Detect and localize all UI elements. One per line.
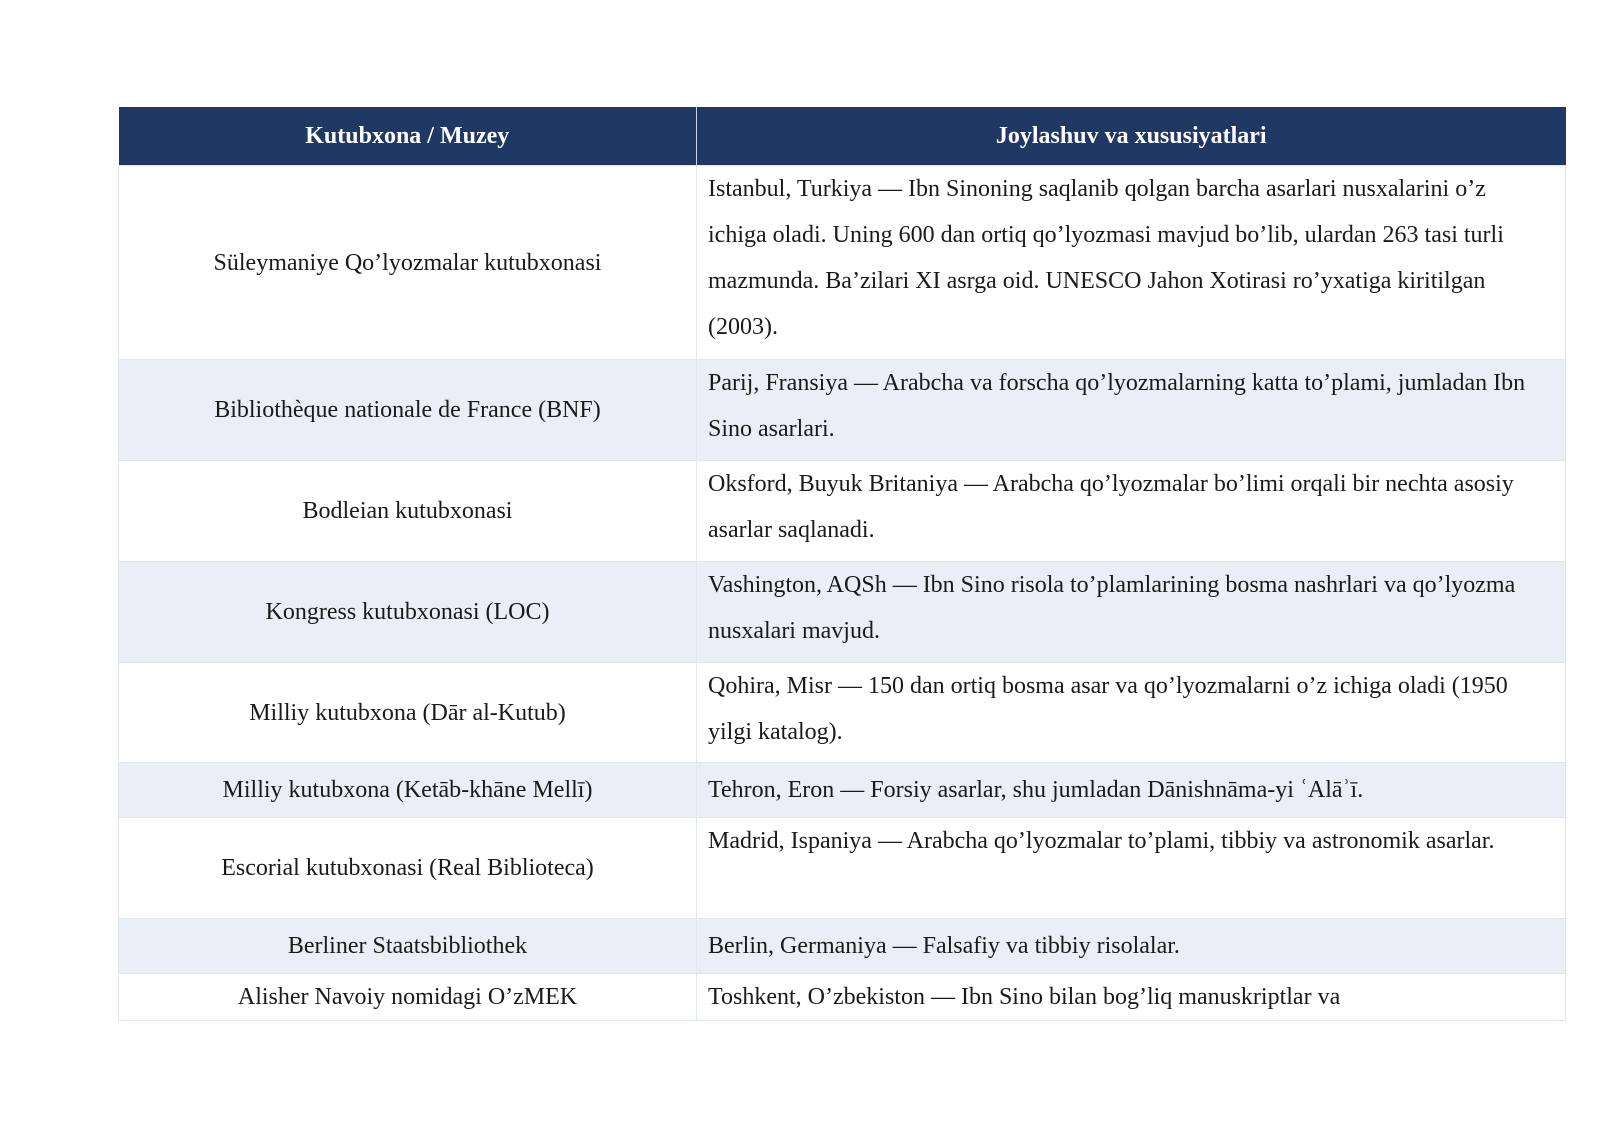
table-row — [119, 663, 1566, 763]
library-name-cell: Kongress kutubxonasi (LOC) — [119, 562, 697, 663]
library-description-cell: Berlin, Germaniya — Falsafiy va tibbiy risolalar. — [697, 919, 1566, 974]
library-description-cell: Istanbul, Turkiya — Ibn Sinoning saqlanib qolgan barcha asarlari nusxalarini o’z ichiga oladi. Uning 600 dan ortiq qo’lyozmasi mavjud bo’lib, ulardan 263 tasi turli mazmunda. Ba’zilari XI asrga oid. UNESCO Jahon Xotirasi ro’yxatiga kiritilgan (2003). — [697, 166, 1566, 360]
library-name-cell: Berliner Staatsbibliothek — [119, 919, 697, 974]
column-header-location: Joylashuv va xususiyatlari — [697, 107, 1566, 166]
table-row — [119, 763, 1566, 818]
library-description-cell: Oksford, Buyuk Britaniya — Arabcha qo’lyozmalar bo’limi orqali bir nechta asosiy asarlar saqlanadi. — [697, 461, 1566, 562]
table-row — [119, 360, 1566, 461]
table-row — [119, 562, 1566, 663]
table-row — [119, 974, 1566, 1021]
library-name-cell: Bodleian kutubxonasi — [119, 461, 697, 562]
table-row — [119, 166, 1566, 360]
library-description-cell: Tehron, Eron — Forsiy asarlar, shu jumladan Dānishnāma-yi ʿAlāʾī. — [697, 763, 1566, 818]
library-description-cell: Qohira, Misr — 150 dan ortiq bosma asar va qo’lyozmalarni o’z ichiga oladi (1950 yilgi katalog). — [697, 663, 1566, 763]
library-name-cell: Milliy kutubxona (Ketāb-khāne Mellī) — [119, 763, 697, 818]
library-description-cell: Parij, Fransiya — Arabcha va forscha qo’lyozmalarning katta to’plami, jumladan Ibn Sino asarlari. — [697, 360, 1566, 461]
library-name-cell: Bibliothèque nationale de France (BNF) — [119, 360, 697, 461]
library-name-cell: Escorial kutubxonasi (Real Biblioteca) — [119, 818, 697, 919]
library-description-cell: Toshkent, O’zbekiston — Ibn Sino bilan bog’liq manuskriptlar va — [697, 974, 1566, 1021]
libraries-table — [118, 107, 1566, 1021]
library-name-cell: Süleymaniye Qo’lyozmalar kutubxonasi — [119, 166, 697, 360]
table-header-row — [119, 107, 1566, 166]
column-header-library: Kutubxona / Muzey — [119, 107, 697, 166]
library-name-cell: Milliy kutubxona (Dār al-Kutub) — [119, 663, 697, 763]
library-name-cell: Alisher Navoiy nomidagi O’zMEK — [119, 974, 697, 1021]
table-row — [119, 818, 1566, 919]
library-description-cell: Vashington, AQSh — Ibn Sino risola to’plamlarining bosma nashrlari va qo’lyozma nusxalari mavjud. — [697, 562, 1566, 663]
library-description-cell: Madrid, Ispaniya — Arabcha qo’lyozmalar to’plami, tibbiy va astronomik asarlar. — [697, 818, 1566, 919]
table-row — [119, 919, 1566, 974]
table-row — [119, 461, 1566, 562]
libraries-table-container — [118, 107, 1565, 1021]
